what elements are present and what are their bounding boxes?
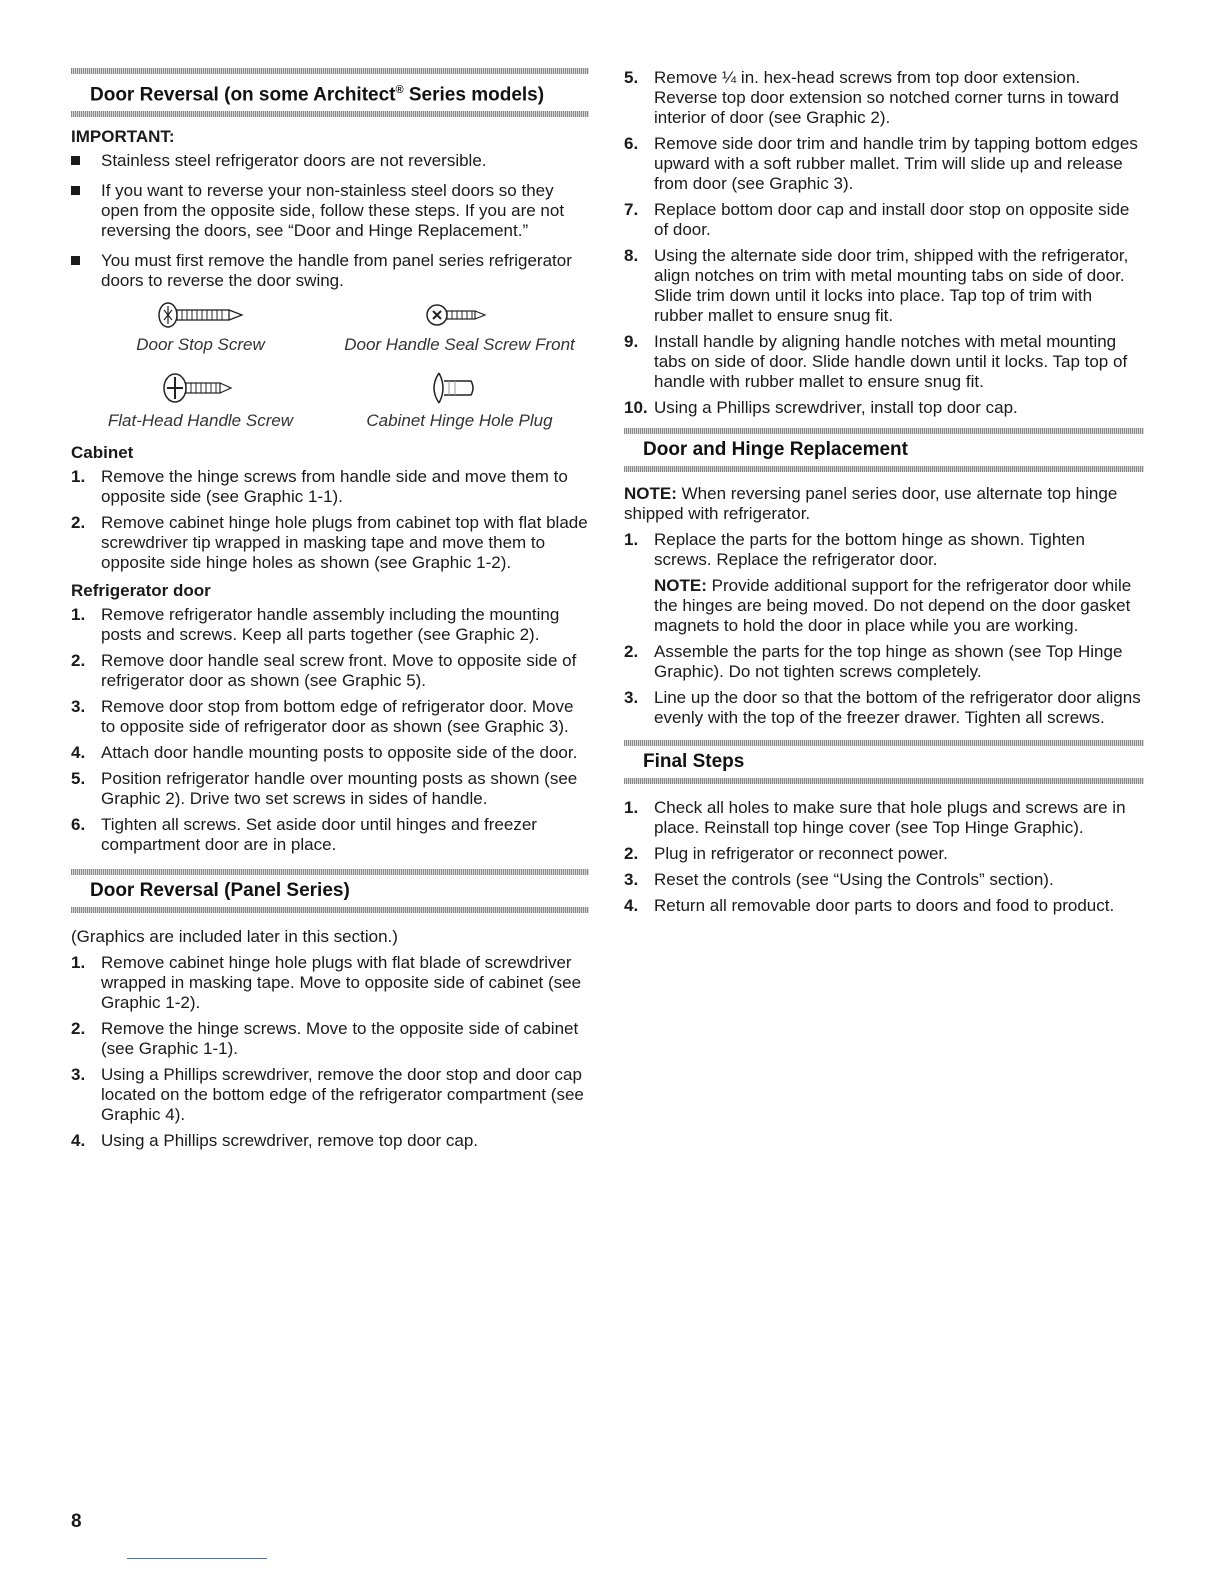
list-item: 3. Remove door stop from bottom edge of refrigerator door. Move to opposite side of refrigerator door as shown (see Graphic 3). [71,697,574,737]
figure-flat-head-handle-screw [76,371,326,431]
panel-intro: (Graphics are included later in this section.) [71,927,398,947]
list-item: You must first remove the handle from panel series refrigerator doors to reverse the door swing. [71,251,589,291]
section-final-steps [624,740,1144,784]
list-item: 2. Remove cabinet hinge hole plugs from cabinet top with flat blade screwdriver tip wrapped in masking tape and move them to opposite side hinge holes as shown (see Graphic 1-2). [71,513,588,573]
figure-cabinet-hinge-hole-plug [335,371,585,431]
list-item: 1. Check all holes to make sure that hole plugs and screws are in place. Reinstall top hinge cover (see Top Hinge Graphic). [624,798,1126,837]
bullet-icon [71,256,80,265]
left-column [71,68,589,1157]
bullet-icon [71,156,80,165]
section-title: Door and Hinge Replacement [643,439,908,460]
list-item: 4. Return all removable door parts to doors and food to product. [624,896,1115,915]
figure-door-handle-seal-screw [335,301,585,355]
list-item: 3. Line up the door so that the bottom of the refrigerator door aligns evenly with the top of the freezer drawer. Tighten all screws. [624,688,1141,727]
section-title: Door Reversal (on some Architect® Series models) [90,84,545,106]
list-item: 4. Using a Phillips screwdriver, remove top door cap. [71,1131,478,1151]
figure-caption: Cabinet Hinge Hole Plug [366,411,553,431]
hinge-steps [624,530,1144,728]
section-door-hinge-replacement [624,428,1144,472]
figure-door-stop-screw [76,301,326,355]
footer-rule [127,1558,267,1559]
section-title: Door Reversal (Panel Series) [90,880,350,902]
panel-steps-continued [624,68,1144,418]
final-steps [624,798,1144,916]
hinge-note: NOTE: When reversing panel series door, use alternate top hinge shipped with refrigerator. [624,484,1118,523]
header-rule-bottom [624,778,1144,784]
list-item: 1. Replace the parts for the bottom hinge as shown. Tighten screws. Replace the refrigerator door. NOTE: Provide additional support for the refrigerator door while the hinges are being moved. Do not depend on the door gasket magnets to hold the door in place while you are working. [624,530,1144,636]
list-item: Stainless steel refrigerator doors are not reversible. [71,151,589,171]
list-item: 1. Remove cabinet hinge hole plugs with flat blade of screwdriver wrapped in masking tape. Move to opposite side of cabinet (see Graphic 1-2). [71,953,582,1013]
list-item: 5. Position refrigerator handle over mounting posts as shown (see Graphic 2). Drive two set screws in sides of handle. [71,769,578,809]
list-item: 3. Reset the controls (see “Using the Controls” section). [624,870,1054,889]
list-item: 5. Remove ¼ in. hex-head screws from top door extension. Reverse top door extension so notched corner turns in toward interior of door (see Graphic 2). [624,68,1119,127]
door-stop-screw-icon [156,301,246,329]
important-list [71,151,589,291]
right-column [624,68,1144,922]
important-label: IMPORTANT: [71,127,175,147]
figure-row [71,371,589,431]
list-item: 3. Using a Phillips screwdriver, remove the door stop and door cap located on the bottom edge of the refrigerator compartment (see Graphic 4). [71,1065,584,1125]
list-item: 8. Using the alternate side door trim, shipped with the refrigerator, align notches on trim with metal mounting tabs on side of door. Slide trim down until it locks into place. Tap top of trim with rubber mallet to ensure snug fit. [624,246,1129,325]
list-item: 1. Remove the hinge screws from handle side and move them to opposite side (see Graphic 1-1). [71,467,568,507]
cabinet-label: Cabinet [71,443,134,463]
list-item: 2. Plug in refrigerator or reconnect power. [624,844,948,863]
list-item: 4. Attach door handle mounting posts to opposite side of the door. [71,743,578,763]
list-item: 1. Remove refrigerator handle assembly including the mounting posts and screws. Keep all parts together (see Graphic 2). [71,605,560,645]
header-rule-bottom [624,466,1144,472]
figure-row [71,301,589,355]
figure-caption: Flat-Head Handle Screw [107,411,294,431]
list-item: 7. Replace bottom door cap and install door stop on opposite side of door. [624,200,1130,239]
bullet-icon [71,186,80,195]
list-item: 6. Remove side door trim and handle trim by tapping bottom edges upward with a soft rubber mallet. Trim will slide up and release from door (see Graphic 3). [624,134,1138,193]
list-item: 2. Remove door handle seal screw front. Move to opposite side of refrigerator door as shown (see Graphic 5). [71,651,577,691]
hinge-hole-plug-icon [425,371,495,405]
refrigerator-door-label: Refrigerator door [71,581,211,601]
list-item: 2. Assemble the parts for the top hinge as shown (see Top Hinge Graphic). Do not tighten screws completely. [624,642,1123,681]
list-item: 2. Remove the hinge screws. Move to the opposite side of cabinet (see Graphic 1-1). [71,1019,579,1059]
figure-caption: Door Stop Screw [136,335,265,355]
flat-head-screw-icon [161,371,241,405]
figure-caption: Door Handle Seal Screw Front [344,335,575,355]
list-item: 9. Install handle by aligning handle notches with metal mounting tabs on side of door. Slide handle down until it locks. Tap top of handle with rubber mallet to ensure snug fit. [624,332,1128,391]
list-item: 6. Tighten all screws. Set aside door until hinges and freezer compartment door are in place. [71,815,537,855]
page-number: 8 [71,1511,82,1532]
header-rule-bottom [71,907,589,913]
section-title: Final Steps [643,751,745,772]
list-item: If you want to reverse your non-stainless steel doors so they open from the opposite side, follow these steps. If you are not reversing the doors, see “Door and Hinge Replacement.” [71,181,589,241]
list-item: 10. Using a Phillips screwdriver, install top door cap. [624,398,1018,417]
step-note: NOTE: Provide additional support for the refrigerator door while the hinges are being moved. Do not depend on the door gasket magnets to hold the door in place while you are working. [654,576,1132,635]
section-door-reversal-architect [71,68,589,117]
panel-steps [71,953,589,1151]
seal-screw-icon [425,301,495,329]
refrigerator-door-steps [71,605,589,855]
header-rule-bottom [71,111,589,117]
section-door-reversal-panel [71,869,589,913]
cabinet-steps [71,467,589,573]
